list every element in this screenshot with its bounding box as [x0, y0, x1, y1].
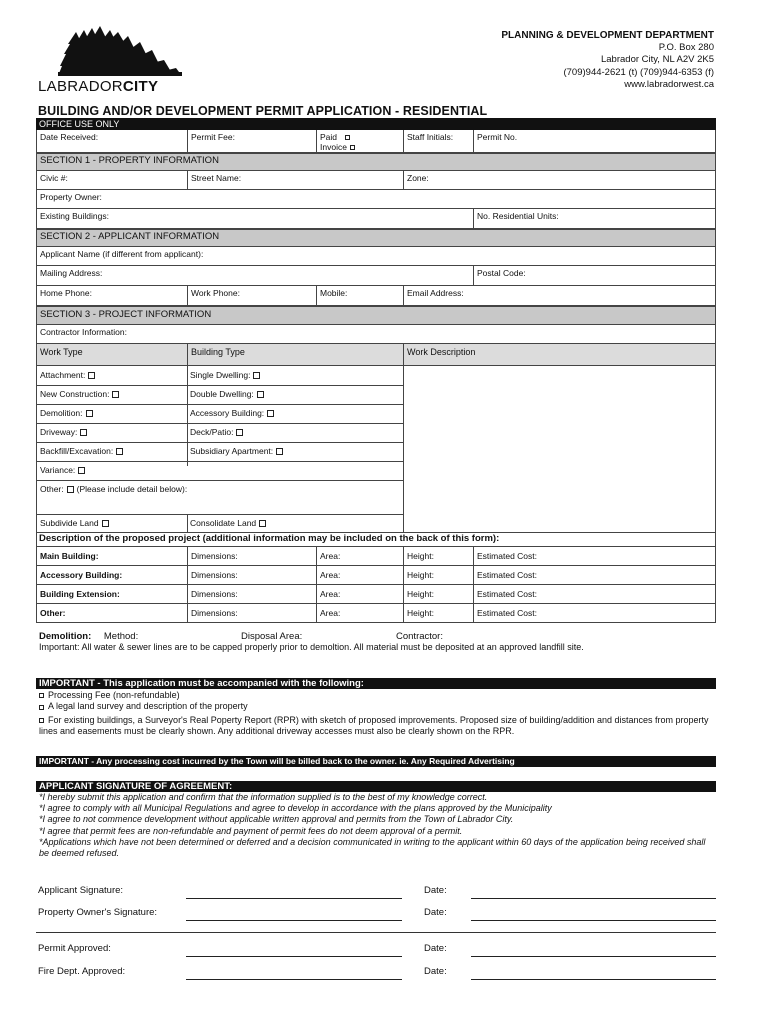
project-row-label-label: Building Extension:: [40, 589, 120, 599]
checkbox-icon[interactable]: [236, 429, 243, 436]
estimated-cost-field[interactable]: [473, 547, 715, 565]
property-owner-field[interactable]: Property Owner:: [40, 192, 102, 202]
work-phone-field[interactable]: Work Phone:: [187, 286, 316, 305]
requirements-list: [39, 690, 715, 738]
building-type-double[interactable]: Double Dwelling:: [190, 389, 264, 399]
website-link[interactable]: www.labradorwest.ca: [624, 78, 714, 90]
checkbox-icon[interactable]: [259, 520, 266, 527]
building-type-divider: [187, 366, 188, 466]
dimensions-field[interactable]: [187, 604, 316, 622]
grid-line: [37, 404, 403, 405]
city-line: Labrador City, NL A2V 2K5: [600, 54, 714, 66]
work-type-variance[interactable]: Variance:: [40, 465, 85, 475]
area-field-label: Area:: [320, 608, 341, 618]
dimensions-field-label: Dimensions:: [191, 570, 238, 580]
project-row: [36, 566, 716, 585]
work-type-new-construction[interactable]: New Construction:: [40, 389, 119, 399]
project-row: [36, 547, 716, 566]
building-type-single[interactable]: Single Dwelling:: [190, 370, 260, 380]
s2-row-phones: [36, 286, 716, 306]
fire-dept-row: Fire Dept. Approved: Date:: [38, 966, 716, 984]
s2-row-mailing: [36, 266, 716, 286]
applicant-signature-row: Applicant Signature: Date:: [38, 885, 716, 903]
project-row-label-label: Main Building:: [40, 551, 99, 561]
permit-approved-row: Permit Approved: Date:: [38, 943, 716, 961]
requirement-item: For existing buildings, a Surveyor's Real Poperty Report (RPR) with sketch of proposed improvements. Proposed size of building/addition and distances from property lines and easements must be clearly shown. Any additional driveway accesses must also be clearly shown on the RPR.: [39, 714, 709, 737]
project-row: [36, 585, 716, 604]
s1-row-owner: [36, 190, 716, 209]
phone-line: (709)944-2621 (t) (709)944-6353 (f): [563, 66, 714, 78]
demolition-disposal[interactable]: Disposal Area:: [241, 631, 303, 642]
dimensions-field[interactable]: [187, 585, 316, 603]
agreement-line: *Applications which have not been determined or deferred and a decision communicated in writing to the applicant within 60 days of the application being received shall be deemed refused.: [39, 836, 706, 859]
dimensions-field-label: Dimensions:: [191, 608, 238, 618]
work-type-attachment[interactable]: Attachment:: [40, 370, 95, 380]
owner-signature-row: Property Owner's Signature: Date:: [38, 907, 716, 925]
permit-date-line[interactable]: [471, 943, 716, 957]
important-cost-bar: IMPORTANT - Any processing cost incurred by the Town will be billed back to the owner. ie. Any Required Advertising: [36, 756, 716, 767]
height-field-label: Height:: [407, 551, 434, 561]
checkbox-icon[interactable]: [80, 429, 87, 436]
col-work-type: Work Type: [40, 347, 83, 357]
payment-status: [316, 130, 403, 152]
project-row-label: [37, 585, 187, 603]
paid-checkbox[interactable]: [345, 135, 350, 140]
street-name-field[interactable]: Street Name:: [187, 171, 403, 189]
checkbox-icon[interactable]: [78, 467, 85, 474]
office-use-bar: OFFICE USE ONLY: [36, 119, 716, 130]
tree-skyline-icon: [36, 26, 184, 76]
estimated-cost-field[interactable]: [473, 585, 715, 603]
height-field[interactable]: [403, 604, 473, 622]
dimensions-field[interactable]: [187, 566, 316, 584]
fire-dept-line[interactable]: [186, 966, 402, 980]
height-field-label: Height:: [407, 570, 434, 580]
work-type-driveway[interactable]: Driveway:: [40, 427, 87, 437]
applicant-date-line[interactable]: [471, 885, 716, 899]
work-type-demolition[interactable]: Demolition:: [40, 408, 93, 418]
checkbox-icon[interactable]: [39, 718, 44, 723]
project-row-label-label: Accessory Building:: [40, 570, 123, 580]
section-2-header: SECTION 2 - APPLICANT INFORMATION: [36, 229, 716, 247]
building-type-accessory[interactable]: Accessory Building:: [190, 408, 274, 418]
subdivide-land-option[interactable]: Subdivide Land: [40, 518, 109, 528]
permit-approved-line[interactable]: [186, 943, 402, 957]
estimated-cost-field-label: Estimated Cost:: [477, 589, 537, 599]
requirement-item: Processing Fee (non-refundable): [39, 690, 715, 701]
brand-name-light: LABRADOR: [38, 78, 123, 95]
estimated-cost-field-label: Estimated Cost:: [477, 608, 537, 618]
owner-signature-line[interactable]: [186, 907, 402, 921]
zone-field[interactable]: Zone:: [403, 171, 715, 189]
height-field-label: Height:: [407, 608, 434, 618]
building-type-subsidiary[interactable]: Subsidiary Apartment:: [190, 446, 283, 456]
estimated-cost-field[interactable]: [473, 566, 715, 584]
paid-label: Paid: [320, 132, 338, 142]
requirement-item: A legal land survey and description of the property: [39, 701, 715, 712]
agreement-line: *I agree that permit fees are non-refundable and payment of permit fees do not deem approval of a permit.: [39, 825, 463, 836]
work-type-backfill[interactable]: Backfill/Excavation:: [40, 446, 123, 456]
grid-line: [37, 514, 403, 515]
dimensions-field-label: Dimensions:: [191, 589, 238, 599]
project-row: [36, 604, 716, 623]
dimensions-field-label: Dimensions:: [191, 551, 238, 561]
s2-row-applicant: [36, 247, 716, 266]
project-row-label: [37, 566, 187, 584]
demolition-label: Demolition:: [39, 631, 92, 642]
height-field-label: Height:: [407, 589, 434, 599]
project-row-label: [37, 547, 187, 565]
agreement-bar: APPLICANT SIGNATURE OF AGREEMENT:: [36, 781, 716, 792]
area-field[interactable]: [316, 604, 403, 622]
brand-name: [38, 78, 158, 95]
logo: [36, 26, 184, 96]
area-field-label: Area:: [320, 551, 341, 561]
signature-divider: [36, 932, 716, 933]
checkbox-icon[interactable]: [276, 448, 283, 455]
demolition-method[interactable]: Method:: [103, 631, 139, 642]
form-title: BUILDING AND/OR DEVELOPMENT PERMIT APPLICATION - RESIDENTIAL: [38, 104, 488, 118]
checkbox-icon[interactable]: [257, 391, 264, 398]
other-note: (Please include detail below):: [76, 484, 188, 494]
residential-units-field[interactable]: No. Residential Units:: [473, 209, 715, 228]
applicant-signature-line[interactable]: [186, 885, 402, 899]
mobile-field[interactable]: Mobile:: [316, 286, 403, 305]
building-type-deck[interactable]: Deck/Patio:: [190, 427, 243, 437]
section-3-header: SECTION 3 - PROJECT INFORMATION: [36, 306, 716, 325]
important-requirements-bar: IMPORTANT - This application must be accompanied with the following:: [36, 678, 716, 689]
checkbox-icon[interactable]: [39, 705, 44, 710]
po-box: P.O. Box 280: [658, 42, 714, 54]
work-description-area[interactable]: [403, 366, 715, 532]
invoice-label: Invoice: [320, 142, 347, 152]
mailing-address-field[interactable]: Mailing Address:: [40, 268, 103, 278]
department-address: [501, 30, 714, 91]
s3-row-contractor: [36, 325, 716, 344]
project-row-label: [37, 604, 187, 622]
checkbox-icon[interactable]: [102, 520, 109, 527]
dimensions-field[interactable]: [187, 547, 316, 565]
agreement-line: *I hereby submit this application and confirm that the information supplied is to the best of my knowledge correct.: [39, 792, 488, 802]
area-field[interactable]: [316, 585, 403, 603]
checkbox-icon[interactable]: [67, 486, 74, 493]
owner-date-line[interactable]: [471, 907, 716, 921]
permit-fee-field[interactable]: Permit Fee:: [187, 130, 316, 152]
col-building-type: Building Type: [187, 344, 403, 365]
description-heading-row: [36, 532, 716, 547]
agreement-line: *I agree to comply with all Municipal Regulations and agree to develop in accordance with the plans approved by the Municipality: [39, 803, 552, 814]
applicant-name-field[interactable]: Applicant Name (if different from applicant):: [40, 249, 204, 259]
contractor-info-field[interactable]: Contractor Information:: [40, 327, 127, 337]
grid-line: [37, 461, 403, 462]
agreement-text: [39, 792, 715, 859]
email-field[interactable]: Email Address:: [403, 286, 715, 305]
consolidate-land-option[interactable]: Consolidate Land: [190, 518, 266, 528]
postal-code-field[interactable]: Postal Code:: [473, 266, 715, 285]
area-field-label: Area:: [320, 570, 341, 580]
checkbox-icon[interactable]: [88, 372, 95, 379]
grid-line: [37, 480, 403, 481]
height-field[interactable]: [403, 547, 473, 565]
grid-line: [37, 442, 403, 443]
work-type-other[interactable]: Other: (Please include detail below):: [40, 484, 188, 494]
work-type-grid: [36, 366, 716, 533]
building-type-divider-2: [187, 514, 188, 533]
estimated-cost-field-label: Estimated Cost:: [477, 551, 537, 561]
area-field[interactable]: [316, 547, 403, 565]
department-name: PLANNING & DEVELOPMENT DEPARTMENT: [501, 30, 714, 41]
office-row: [36, 130, 716, 153]
grid-line: [37, 423, 403, 424]
height-field[interactable]: [403, 585, 473, 603]
checkbox-icon[interactable]: [116, 448, 123, 455]
checkbox-icon[interactable]: [267, 410, 274, 417]
brand-name-bold: CITY: [122, 78, 159, 95]
home-phone-field[interactable]: Home Phone:: [40, 288, 92, 298]
demolition-block: [39, 631, 715, 653]
permit-no-field[interactable]: Permit No.: [473, 130, 715, 152]
area-field-label: Area:: [320, 589, 341, 599]
project-row-label-label: Other:: [40, 608, 66, 618]
civic-field[interactable]: Civic #:: [40, 173, 68, 183]
s1-row-civic: [36, 171, 716, 190]
s3-column-headers: [36, 344, 716, 366]
description-heading: Description of the proposed project (additional information may be included on the back of this form):: [39, 533, 500, 544]
agreement-line: *I agree to not commence development without applicable written approval and permits from the Town of Labrador City.: [39, 814, 514, 825]
date-received-field[interactable]: Date Received:: [40, 132, 99, 142]
s1-row-existing: [36, 209, 716, 229]
invoice-checkbox[interactable]: [350, 145, 355, 150]
area-field[interactable]: [316, 566, 403, 584]
grid-line: [37, 385, 403, 386]
fire-date-line[interactable]: [471, 966, 716, 980]
section-1-header: SECTION 1 - PROPERTY INFORMATION: [36, 153, 716, 171]
checkbox-icon[interactable]: [112, 391, 119, 398]
demolition-contractor[interactable]: Contractor:: [396, 631, 443, 642]
estimated-cost-field-label: Estimated Cost:: [477, 570, 537, 580]
col-work-description: Work Description: [403, 344, 715, 365]
demolition-important: Important: All water & sewer lines are to be capped properly prior to demoltion. All material must be deposited at an approved landfill site.: [39, 642, 584, 652]
checkbox-icon[interactable]: [39, 693, 44, 698]
checkbox-icon[interactable]: [253, 372, 260, 379]
existing-buildings-field[interactable]: Existing Buildings:: [40, 211, 109, 221]
estimated-cost-field[interactable]: [473, 604, 715, 622]
staff-initials-field[interactable]: Staff Initials:: [403, 130, 473, 152]
checkbox-icon[interactable]: [86, 410, 93, 417]
height-field[interactable]: [403, 566, 473, 584]
